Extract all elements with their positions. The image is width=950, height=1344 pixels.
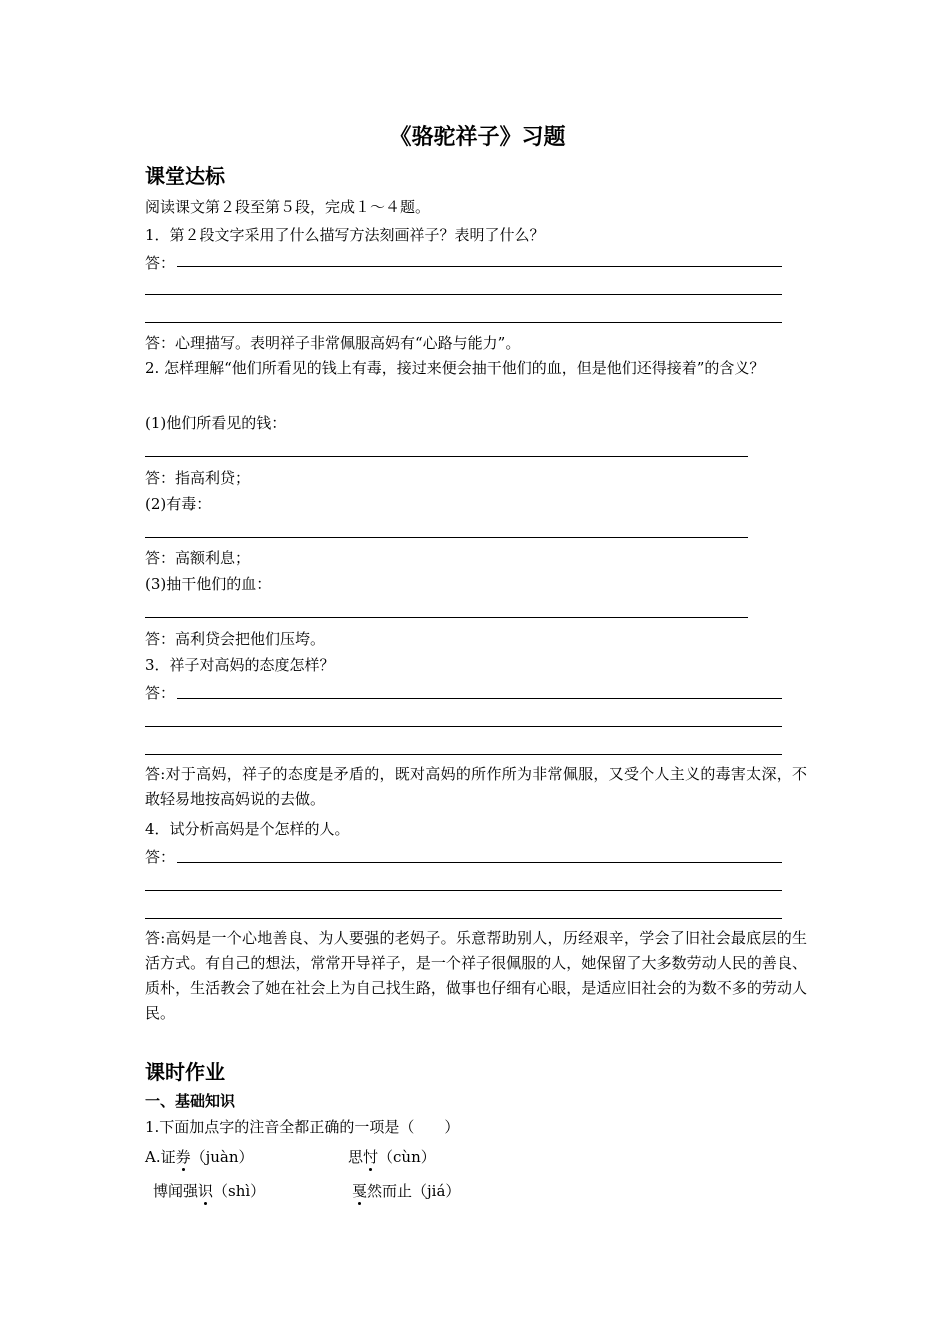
option-b: 博闻强识（shì） [153,1182,266,1200]
answer-2-3: 答：高利贷会把他们压垮。 [145,630,326,648]
homework-question-1: 1.下面加点字的注音全都正确的一项是（ ） [145,1118,460,1136]
answer-4: 答:高妈是一个心地善良、为人要强的老妈子。乐意帮助别人，历经艰辛，学会了旧社会最底层的生活方式。有自己的想法，常常开导祥子，是一个祥子很佩服的人，她保留了大多数劳动人民的善良、质朴，生活教会了她在社会上为自己找生路，做事也仔细有心眼，是适应旧社会的为数不多的劳动人民。 [145,929,807,1022]
question-1: 1．第２段文字采用了什么描写方法刻画祥子？表明了什么？ [145,226,545,244]
option-b-second: 戛然而止（jiá） [352,1182,461,1200]
answer-label-3: 答： [145,684,176,702]
question-4: 4．试分析高妈是个怎样的人。 [145,820,350,838]
question-3: 3．祥子对高妈的态度怎样？ [145,656,335,674]
answer-label-4: 答： [145,848,176,866]
answer-line [145,726,782,727]
answer-line [145,617,748,618]
answer-line [145,754,782,755]
reading-instruction: 阅读课文第２段至第５段，完成１～４题。 [145,198,431,216]
answer-line [145,918,782,919]
answer-label-1: 答： [145,254,176,272]
question-2-sub-3: (3)抽干他们的血： [145,575,272,593]
page-title: 《骆驼祥子》习题 [389,125,566,150]
answer-line [145,322,782,323]
option-a-second: 思忖（cùn） [348,1148,436,1166]
answer-2-1: 答：指高利贷； [145,469,251,487]
section-heading-homework: 课时作业 [145,1060,225,1084]
answer-line [177,698,782,699]
question-2-sub-1: (1)他们所看见的钱： [145,414,287,432]
answer-line [177,266,782,267]
answer-line [145,456,748,457]
answer-2-2: 答：高额利息； [145,549,251,567]
answer-3: 答:对于高妈，祥子的态度是矛盾的，既对高妈的所作所为非常佩服，又受个人主义的毒害太深，不敢轻易地按高妈说的去做。 [145,765,807,808]
section-heading-classroom: 课堂达标 [145,164,225,188]
answer-1: 答：心理描写。表明祥子非常佩服高妈有“心路与能力”。 [145,334,521,352]
answer-line [145,537,748,538]
option-a: A.证券（juàn） [145,1148,254,1166]
answer-line [177,862,782,863]
subsection-heading-basics: 一、基础知识 [145,1092,236,1110]
answer-line [145,294,782,295]
question-2-sub-2: (2)有毒： [145,495,212,513]
question-2: 2. 怎样理解“他们所看见的钱上有毒，接过来便会抽干他们的血，但是他们还得接着”的含义？ [145,359,765,377]
answer-line [145,890,782,891]
